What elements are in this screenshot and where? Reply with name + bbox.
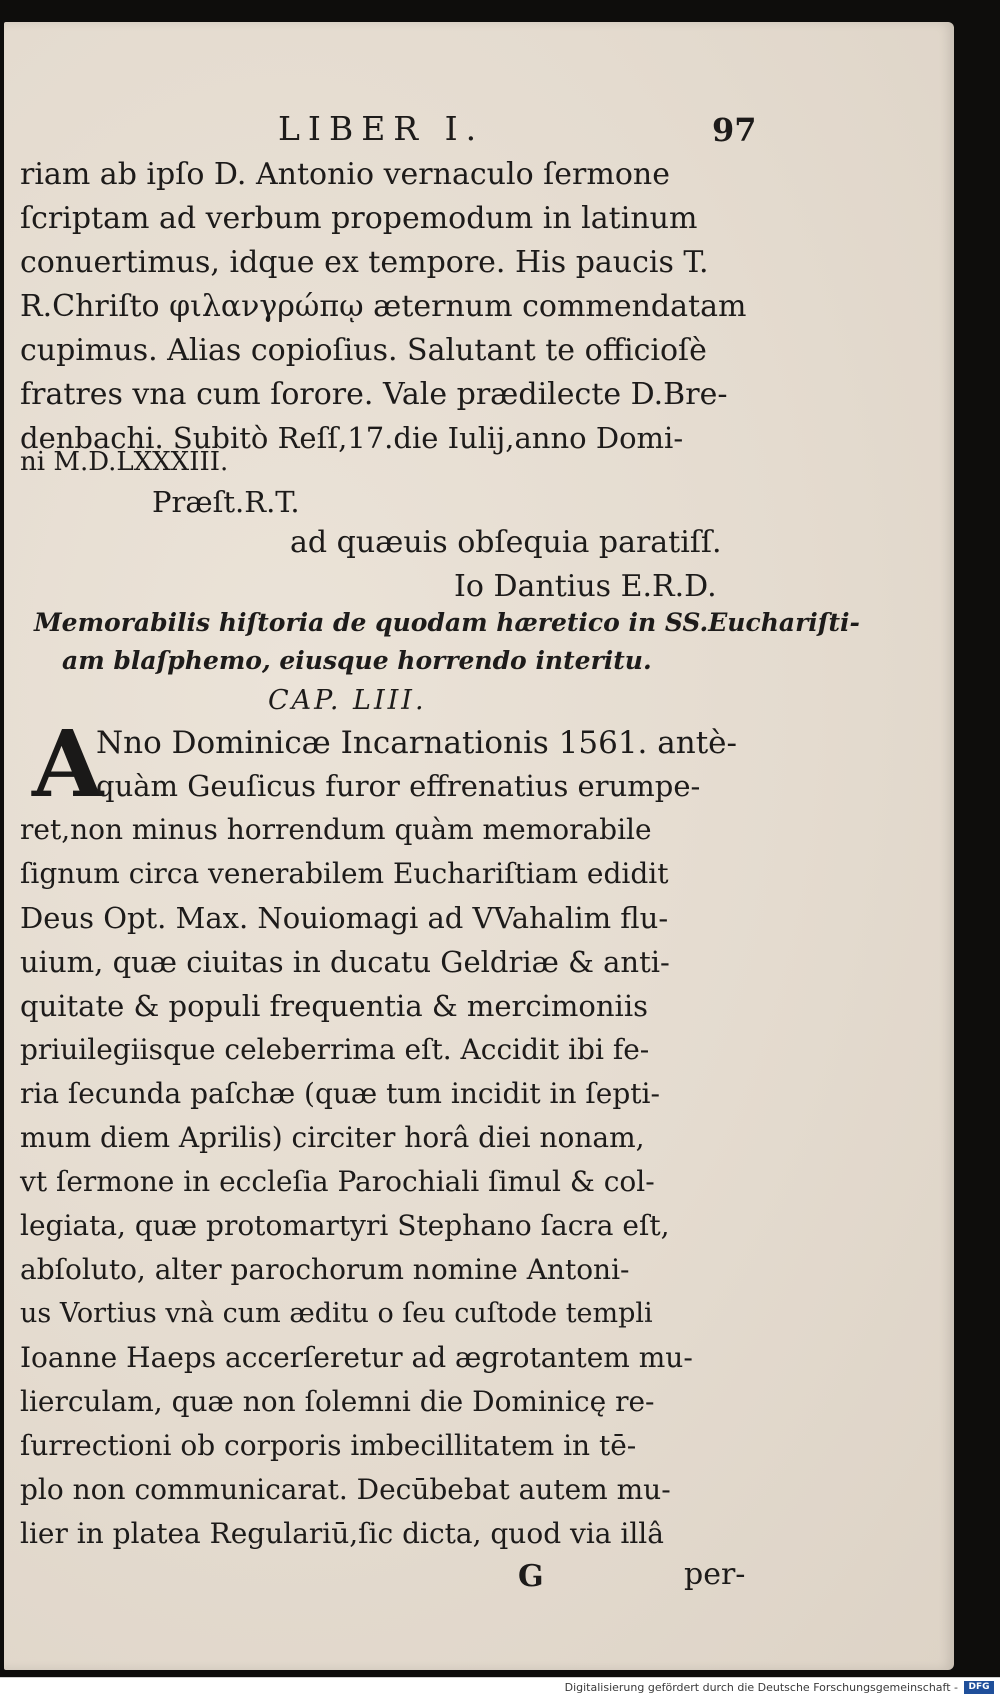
- body-line: quàm Geuſicus furor effrenatius erumpe-: [96, 769, 701, 803]
- body-line: lierculam, quæ non ſolemni die Dominicę re-: [20, 1385, 655, 1418]
- body-line: ſurrectioni ob corporis imbecillitatem in tē-: [20, 1429, 637, 1462]
- chapter-title-line: Memorabilis hiſtoria de quodam hæretico in SS.Euchariſti-: [34, 608, 860, 637]
- body-line: us Vortius vnà cum æditu o ſeu cuſtode templi: [20, 1298, 653, 1329]
- catchword: per-: [684, 1557, 746, 1592]
- chapter-number: CAP. LIII.: [268, 685, 427, 716]
- digitization-footer: [0, 1677, 1000, 1698]
- letter-line: R.Chriſto φιλανγρώπῳ æternum commendatam: [20, 289, 747, 324]
- letter-line: ſcriptam ad verbum propemodum in latinum: [20, 201, 698, 236]
- body-line: Deus Opt. Max. Nouiomagi ad VVahalim flu-: [20, 901, 669, 935]
- closing-signature: Io Dantius E.R.D.: [454, 569, 717, 604]
- letter-line: conuertimus, idque ex tempore. His paucis T.: [20, 245, 709, 280]
- letter-line: fratres vna cum ſorore. Vale prædilecte D.Bre-: [20, 377, 728, 412]
- body-line: plo non communicarat. Decūbebat autem mu-: [20, 1473, 671, 1506]
- page-number: 97: [712, 111, 757, 149]
- body-line: ria ſecunda paſchæ (quæ tum incidit in ſepti-: [20, 1077, 660, 1110]
- closing-ad-quaevis: ad quæuis obſequia paratiſſ.: [290, 525, 722, 560]
- body-line: ſignum circa venerabilem Euchariſtiam edidit: [20, 857, 669, 890]
- body-line: Ioanne Haeps accerſeretur ad ægrotantem mu-: [20, 1341, 693, 1374]
- body-line: mum diem Aprilis) circiter horâ diei nonam,: [20, 1121, 645, 1154]
- body-line: vt ſermone in eccleſia Parochiali ſimul & col-: [20, 1165, 655, 1198]
- body-line: quitate & populi frequentia & mercimoniis: [20, 989, 648, 1023]
- dfg-logo: DFG: [964, 1681, 994, 1694]
- body-line: priuilegiisque celeberrima eſt. Accidit ibi fe-: [20, 1033, 650, 1066]
- body-line: uium, quæ ciuitas in ducatu Geldriæ & anti-: [20, 945, 670, 979]
- letter-line: ni M.D.LXXXIII.: [20, 447, 229, 477]
- letter-line: riam ab ipſo D. Antonio vernaculo ſermone: [20, 157, 670, 192]
- body-line: legiata, quæ protomartyri Stephano ſacra eſt,: [20, 1209, 670, 1242]
- chapter-title-line: am blaſphemo, eiusque horrendo interitu.: [62, 646, 652, 675]
- letter-line: denbachi. Subitò Reſſ,17.die Iulij,anno Domi-: [20, 421, 684, 455]
- closing-praest: Præſt.R.T.: [152, 485, 300, 519]
- letter-line: cupimus. Alias copioſius. Salutant te officioſè: [20, 333, 707, 368]
- signature-mark: G: [518, 1559, 544, 1594]
- drop-cap: A: [32, 710, 104, 818]
- body-line: Nno Dominicæ Incarnationis 1561. antè-: [96, 725, 737, 761]
- body-line: lier in platea Regulariū,ſic dicta, quod via illâ: [20, 1517, 664, 1550]
- footer-credit-text: Digitalisierung gefördert durch die Deutsche Forschungsgemeinschaft -: [564, 1681, 958, 1694]
- body-line: ret,non minus horrendum quàm memorabile: [20, 813, 652, 846]
- body-line: abſoluto, alter parochorum nomine Antoni-: [20, 1253, 630, 1286]
- running-header-title: LIBER I.: [278, 109, 485, 148]
